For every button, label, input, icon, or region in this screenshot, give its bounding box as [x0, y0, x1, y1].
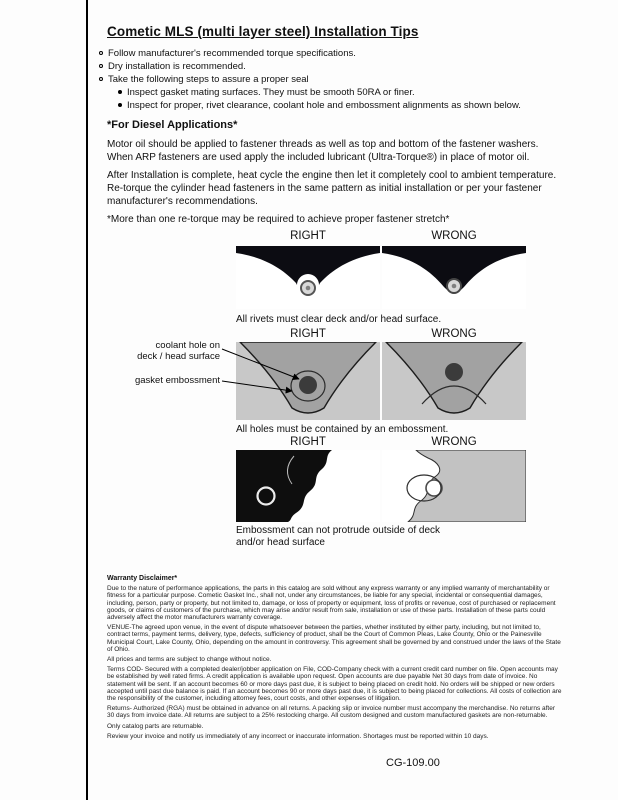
page-title: Cometic MLS (multi layer steel) Installation Tips: [107, 24, 419, 39]
embossment-protrusion-wrong-diagram: [382, 450, 526, 522]
list-item-text: Dry installation is recommended.: [108, 61, 246, 72]
warranty-paragraph: Due to the nature of performance applications, the parts in this catalog are sold without any express warranty or any implied warranty of merchantability or fitness for a particular purpose. Cometic Gasket Inc., shall not, under any circumstances, be liable for any special, incidental or consequential damages, including, person, party or property, but not limited to, damage, or loss of property or equipment, loss of profits or revenue, cost of purchased or replacement goods, or claims of customers of the purchase, which may arise and/or result from sale, installation or use of these parts. Installation of these parts could adversely affect the motor manufacturers warranty coverage.: [107, 585, 556, 622]
circle-bullet-icon: [99, 51, 103, 55]
diesel-heading: *For Diesel Applications*: [107, 119, 238, 131]
rivet-clearance-wrong-diagram: [382, 246, 526, 309]
warranty-paragraph: Review your invoice and notify us immediately of any incorrect or inaccurate information. Shortages must be reported within 10 days.: [107, 732, 489, 740]
list-item: [99, 60, 581, 73]
wrong-label-row1: WRONG: [431, 230, 477, 242]
diesel-applications-section: [107, 119, 559, 231]
dot-bullet-icon: [118, 103, 122, 107]
gasket-embossment-callout: [110, 375, 220, 386]
warranty-paragraph: VENUE-The agreed upon venue, in the event of dispute whatsoever between the parties, whether instituted by either party, including, but not limited to, contract terms, payment terms, delivery, type, defects, sufficiency of product, shall be the Court of Common Pleas, Lake County, Ohio or the Painesville Municipal Court, Lake County, Ohio, depending on the amount in controversy. This agreement shall be governed by and construed under the laws of the State of Ohio.: [107, 624, 561, 653]
right-label-row2: RIGHT: [290, 328, 326, 340]
list-item: [99, 73, 581, 86]
list-item-text: Inspect gasket mating surfaces. They must be smooth 50RA or finer.: [127, 87, 415, 98]
callout-text: gasket embossment: [134, 375, 220, 386]
right-label-row1: RIGHT: [290, 230, 326, 242]
list-item: [118, 86, 581, 99]
list-item-text: Take the following steps to assure a proper seal: [108, 74, 309, 85]
callout-text: coolant hole on: [155, 340, 220, 351]
warranty-paragraph: All prices and terms are subject to change without notice.: [107, 656, 272, 664]
protrusion-caption: Embossment can not protrude outside of deck and/or head surface: [236, 525, 441, 548]
embossment-protrusion-right-diagram: [236, 450, 380, 522]
list-item: [118, 99, 581, 112]
warranty-paragraph: Only catalog parts are returnable.: [107, 722, 204, 730]
right-label-row3: RIGHT: [290, 436, 326, 448]
wrong-label-row2: WRONG: [431, 328, 477, 340]
circle-bullet-icon: [99, 77, 103, 81]
holes-caption: All holes must be contained by an embossment.: [236, 424, 449, 435]
wrong-label-row3: WRONG: [431, 436, 477, 448]
warranty-heading: Warranty Disclaimer*: [107, 575, 178, 582]
installation-tips-list: [99, 47, 581, 112]
retorque-note: *More than one re-torque may be required to achieve proper fastener stretch*: [107, 214, 450, 225]
coolant-hole-callout: [110, 340, 220, 362]
callout-text: deck / head surface: [137, 351, 220, 362]
warranty-paragraph: Terms COD- Secured with a completed dealer/jobber application on File, COD-Company check with a current credit card number on file. Open accounts may be established by well rated firms. A credit application is available upon request. Open accounts are due payable Net 30 days from date of invoice. No statement will be sent. If an account becomes 60 or more days past due, it is subject to being placed on credit hold. No orders will be shipped or new orders accepted until past due balance is paid. If an account becomes 90 or more days past due, it is subject to being placed for collections. All costs of collection are the responsibility of the customer, including attorney fees, court costs, and other expenses of litigation.: [107, 666, 562, 703]
warranty-disclaimer-section: [107, 575, 563, 743]
list-item-text: Inspect for proper, rivet clearance, coolant hole and embossment alignments as shown below.: [127, 100, 521, 111]
embossment-containment-right-diagram: [236, 342, 380, 420]
circle-bullet-icon: [99, 64, 103, 68]
page-spine-rule: [86, 0, 88, 800]
diesel-paragraph-1: Motor oil should be applied to fastener threads as well as top and bottom of the fastener washers. When ARP fasteners are used apply the included lubricant (Ultra-Torque®) in place of motor oil.: [107, 139, 539, 163]
rivet-caption: All rivets must clear deck and/or head surface.: [236, 314, 442, 325]
embossment-containment-wrong-diagram: [382, 342, 526, 420]
page-code: CG-109.00: [386, 757, 440, 769]
list-item-text: Follow manufacturer's recommended torque specifications.: [108, 48, 356, 59]
warranty-paragraph: Returns- Authorized (RGA) must be obtained in advance on all returns. A packing slip or invoice number must accompany the merchandise. No returns after 30 days from invoice date. All returns are subject to a 25% restocking charge. All custom designed and custom manufactured gaskets are non-returnable.: [107, 705, 556, 720]
list-item: [99, 47, 581, 60]
rivet-clearance-right-diagram: [236, 246, 380, 309]
diesel-paragraph-2: After Installation is complete, heat cycle the engine then let it completely cool to ambient temperature. Re-torque the cylinder head fasteners in the same pattern as initial installation or per your fastener manufacturer's recommendations.: [107, 170, 557, 207]
dot-bullet-icon: [118, 90, 122, 94]
